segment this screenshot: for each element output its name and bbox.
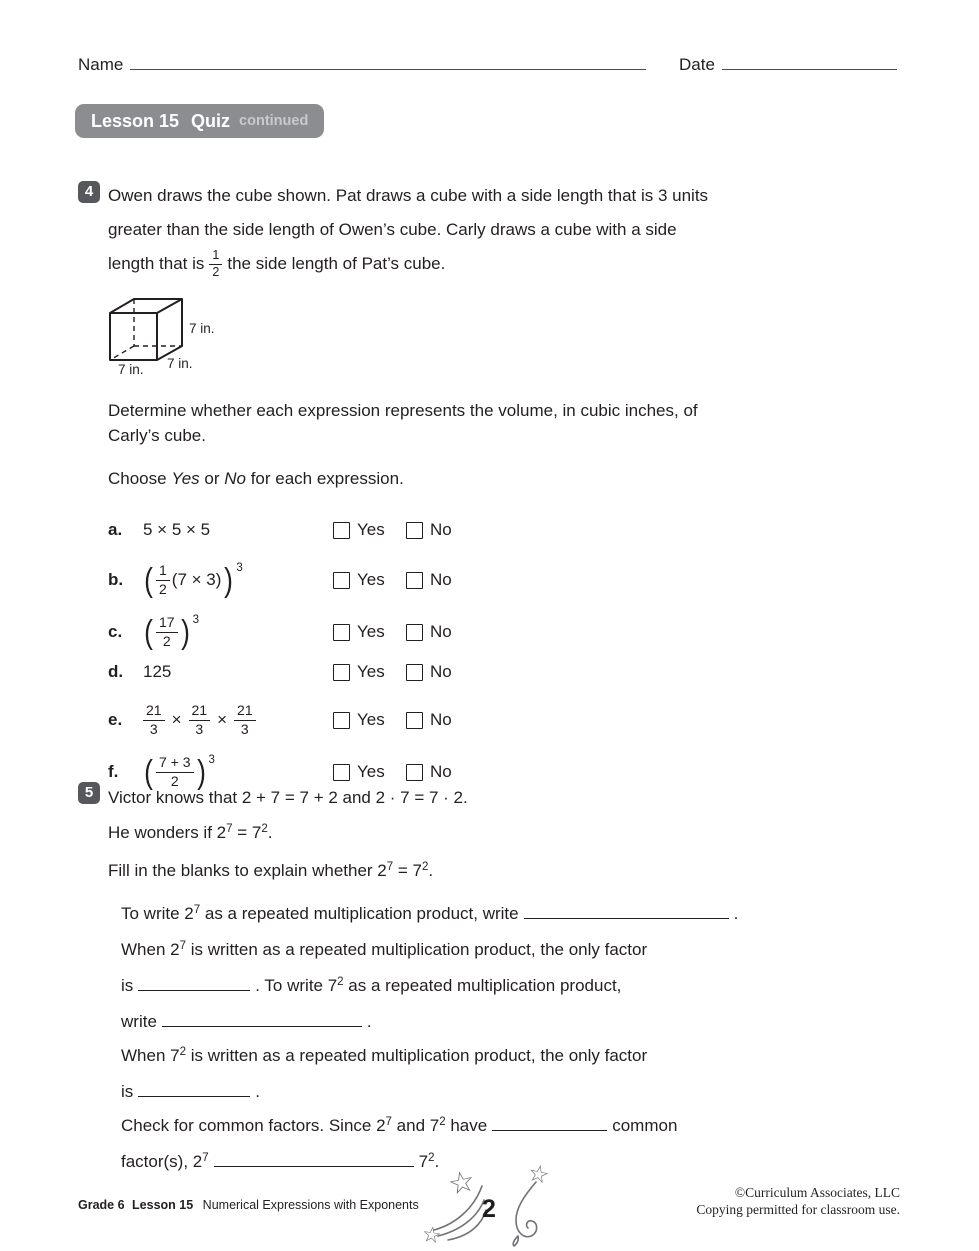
- yes-choice: [333, 762, 406, 782]
- name-date-header: [78, 53, 897, 75]
- date-write-line[interactable]: [722, 53, 897, 70]
- no-checkbox[interactable]: [406, 522, 423, 539]
- question-4-body: [108, 179, 828, 796]
- date-label: Date: [679, 55, 715, 74]
- q4-determine-line-2: Carly’s cube.: [108, 426, 206, 445]
- lesson-quiz-badge: [75, 104, 324, 138]
- exponent: 2: [439, 1116, 446, 1128]
- no-checkbox[interactable]: [406, 664, 423, 681]
- q4-prompt-line-1: Owen draws the cube shown. Pat draws a cube with a side length that is 3 units: [108, 186, 709, 205]
- exponent: 7: [193, 904, 201, 916]
- yes-choice: [333, 622, 406, 642]
- name-label: Name: [78, 55, 124, 74]
- yes-label: Yes: [357, 520, 385, 539]
- no-label: No: [430, 762, 452, 781]
- copyright-line-1: ©Curriculum Associates, LLC: [734, 1185, 900, 1200]
- one-half-fraction: $\frac{1}{2}$: [209, 249, 222, 280]
- yes-checkbox[interactable]: [333, 624, 350, 641]
- exponent: 2: [337, 976, 344, 988]
- fill-line-7: Check for common factors. Since $2^7$ and $7^2$ have common: [121, 1116, 678, 1135]
- no-choice: [406, 762, 828, 782]
- fraction: $\frac{21}{3}$: [143, 703, 165, 737]
- answer-blank[interactable]: [138, 1083, 250, 1097]
- fill-line-8: factor(s), $2^7$ $7^2$.: [121, 1152, 440, 1171]
- fraction: $\frac{21}{3}$: [234, 703, 256, 737]
- exponent: 7: [202, 1152, 209, 1164]
- yes-label: Yes: [357, 762, 385, 781]
- times-operator: ×: [217, 710, 228, 729]
- fraction: $\frac{17}{2}$: [156, 615, 178, 649]
- fill-line-4: write .: [121, 1012, 372, 1031]
- fill-line-1: To write $2^7$ as a repeated multiplication product, write .: [121, 904, 739, 923]
- fill-line-3: is . To write $7^2$ as a repeated multiplication product,: [121, 976, 622, 995]
- yes-choice: [333, 520, 406, 540]
- answer-blank[interactable]: [524, 905, 729, 919]
- no-checkbox[interactable]: [406, 764, 423, 781]
- exponent: 7: [385, 1116, 392, 1128]
- no-checkbox[interactable]: [406, 712, 423, 729]
- copyright-notice: [696, 1184, 900, 1218]
- no-choice: [406, 662, 828, 682]
- question-4: [78, 179, 828, 796]
- close-paren: ): [180, 613, 190, 651]
- yes-label: Yes: [357, 570, 385, 589]
- fraction: $\frac{7 + 3}{2}$: [156, 755, 194, 789]
- expression-row-c: [108, 608, 828, 656]
- name-write-line[interactable]: [130, 53, 646, 70]
- no-choice: [406, 710, 828, 730]
- cube-diagram-icon: [105, 290, 320, 376]
- q4-prompt-line-3-post: the side length of Pat’s cube.: [227, 254, 446, 273]
- expression-row-d: [108, 658, 828, 686]
- q5-line-1: Victor knows that 2 + 7 = 7 + 2 and 2 · 7 = 7 · 2.: [108, 788, 468, 807]
- choose-pre: Choose: [108, 469, 172, 488]
- question-5: [78, 780, 828, 1181]
- exponent: 2: [422, 861, 429, 873]
- cube-side-label-depth: 7 in.: [167, 356, 193, 371]
- name-group: [78, 53, 646, 75]
- yes-checkbox[interactable]: [333, 764, 350, 781]
- question-5-number: 5: [78, 782, 100, 804]
- inner-product: (7 × 3): [171, 570, 222, 589]
- answer-blank[interactable]: [214, 1153, 414, 1167]
- footer-grade: Grade 6: [78, 1198, 125, 1212]
- yes-label: Yes: [357, 622, 385, 641]
- item-letter: e.: [108, 710, 123, 729]
- close-paren: ): [224, 561, 234, 599]
- no-choice: [406, 570, 828, 590]
- item-letter: c.: [108, 622, 123, 641]
- date-group: [679, 53, 897, 75]
- page-number-decoration: [422, 1160, 556, 1251]
- cube-figure: [105, 290, 828, 376]
- badge-quiz-label: Quiz: [191, 110, 231, 131]
- yes-checkbox[interactable]: [333, 522, 350, 539]
- choose-post: for each expression.: [245, 469, 404, 488]
- yes-choice: [333, 662, 406, 682]
- answer-blank[interactable]: [162, 1013, 362, 1027]
- choose-yes-word: Yes: [171, 469, 200, 488]
- q4-prompt-line-3-pre: length that is: [108, 254, 205, 273]
- exponent: 3: [192, 614, 199, 627]
- exponent: 3: [236, 562, 243, 575]
- answer-blank[interactable]: [138, 977, 250, 991]
- no-label: No: [430, 662, 452, 681]
- no-label: No: [430, 622, 452, 641]
- no-label: No: [430, 520, 452, 539]
- no-label: No: [430, 570, 452, 589]
- expression-d: 125: [143, 662, 172, 681]
- expression-b: [143, 563, 333, 597]
- yes-label: Yes: [357, 710, 385, 729]
- item-letter: d.: [108, 662, 124, 681]
- copyright-line-2: Copying permitted for classroom use.: [696, 1202, 900, 1217]
- expression-row-e: [108, 698, 828, 742]
- close-paren: ): [196, 753, 206, 791]
- yes-checkbox[interactable]: [333, 664, 350, 681]
- q5-line-2: He wonders if $2^7 = 7^2$.: [108, 823, 273, 842]
- footer-lesson-info: [78, 1198, 419, 1212]
- open-paren: (: [144, 561, 153, 599]
- choose-or-word: or: [199, 469, 225, 488]
- fraction: $\frac{21}{3}$: [189, 703, 211, 737]
- expression-a: 5 × 5 × 5: [143, 520, 211, 539]
- question-4-number: 4: [78, 181, 100, 203]
- exponent: 7: [179, 940, 186, 952]
- item-letter: a.: [108, 520, 123, 539]
- q4-choose-line: [108, 462, 828, 496]
- expression-e: [143, 703, 333, 737]
- open-paren: (: [144, 753, 153, 791]
- no-checkbox[interactable]: [406, 624, 423, 641]
- exponent: 2: [428, 1152, 435, 1164]
- times-operator: ×: [171, 710, 182, 729]
- no-label: No: [430, 710, 452, 729]
- expression-row-b: [108, 556, 828, 604]
- yes-checkbox[interactable]: [333, 572, 350, 589]
- no-checkbox[interactable]: [406, 572, 423, 589]
- item-letter: f.: [108, 762, 119, 781]
- q4-prompt-line-2: greater than the side length of Owen’s cube. Carly draws a cube with a side: [108, 220, 677, 239]
- expression-rows: [108, 516, 828, 796]
- footer-lesson: Lesson 15: [132, 1198, 194, 1212]
- q4-prompt-line-3: [108, 247, 828, 281]
- cube-side-label-right: 7 in.: [189, 321, 215, 336]
- expression-c: [143, 615, 333, 649]
- exponent: 7: [386, 861, 394, 873]
- item-letter: b.: [108, 570, 124, 589]
- exponent: 2: [179, 1046, 186, 1058]
- badge-lesson-label: Lesson 15: [91, 110, 180, 131]
- choose-no-word: No: [224, 469, 246, 488]
- footer-lesson-title: Numerical Expressions with Exponents: [202, 1198, 419, 1212]
- exponent: 7: [226, 823, 233, 835]
- no-choice: [406, 622, 828, 642]
- star-icon: ☆: [525, 1160, 553, 1191]
- q5-line-3: Fill in the blanks to explain whether $2^7 = 7^2$.: [108, 861, 434, 880]
- expression-row-a: [108, 516, 828, 544]
- cube-side-label-front: 7 in.: [118, 362, 144, 376]
- star-icon: ☆: [422, 1221, 444, 1250]
- page-number: 2: [482, 1195, 496, 1223]
- exponent: 3: [208, 754, 215, 767]
- fraction: $\frac{1}{2}$: [156, 563, 170, 597]
- yes-checkbox[interactable]: [333, 712, 350, 729]
- yes-choice: [333, 710, 406, 730]
- question-5-body: [108, 780, 828, 1181]
- exponent: 2: [261, 823, 268, 835]
- yes-choice: [333, 570, 406, 590]
- fill-in-blanks-block: [121, 897, 828, 1181]
- fill-line-5: When $7^2$ is written as a repeated multiplication product, the only factor: [121, 1046, 648, 1065]
- q4-determine-line-1: Determine whether each expression represents the volume, in cubic inches, of: [108, 401, 698, 420]
- fill-line-2: When $2^7$ is written as a repeated multiplication product, the only factor: [121, 940, 648, 959]
- yes-label: Yes: [357, 662, 385, 681]
- star-flourish-icon: [422, 1160, 556, 1250]
- open-paren: (: [144, 613, 153, 651]
- no-choice: [406, 520, 828, 540]
- answer-blank[interactable]: [492, 1117, 607, 1131]
- star-icon: ☆: [444, 1163, 479, 1204]
- badge-continued-label: continued: [239, 113, 309, 129]
- fill-line-6: is .: [121, 1082, 261, 1101]
